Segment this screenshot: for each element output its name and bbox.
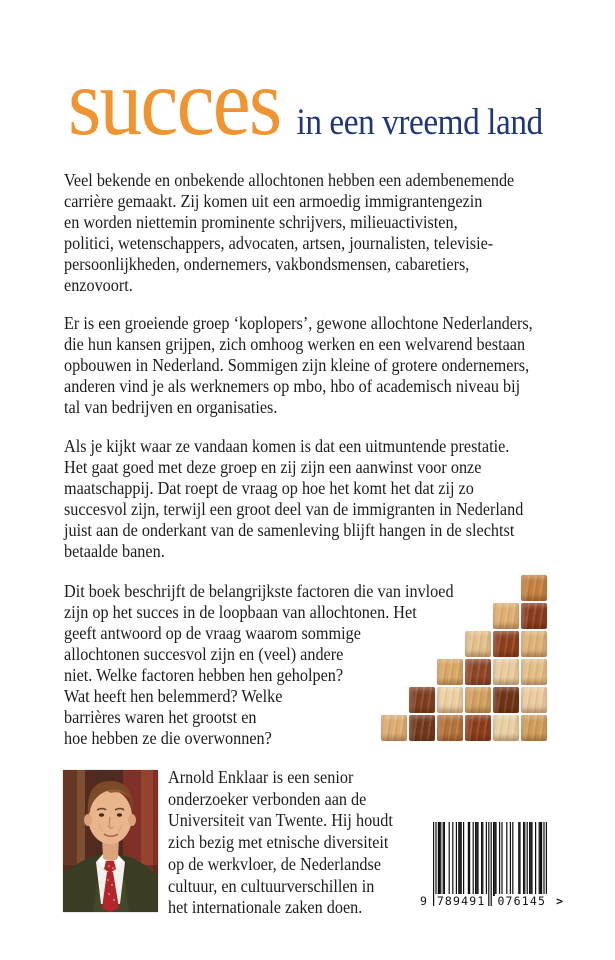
barcode-group-1: 789491 [436,894,486,908]
wood-cube [493,659,519,685]
text-line: cultuur, en cultuurverschillen in [168,875,375,896]
text-line: tal van bedrijven en organisaties. [64,397,278,417]
paragraph-1 [64,170,514,296]
text-line: allochtonen succesvol zijn en (veel) andere [64,644,344,664]
wood-cube [521,631,547,657]
wood-cube [493,603,519,629]
barcode-digits [420,894,563,908]
wood-cube [521,603,547,629]
block-column-5 [492,574,520,742]
text-line: niet. Welke factoren hebben hen geholpen? [64,665,344,685]
wood-cube [465,687,491,713]
text-line: barrières waren het grootst en [64,707,257,727]
text-line: die hun kansen grijpen, zich omhoog werken en een welvarend bestaan [64,334,526,354]
text-line: persoonlijkheden, ondernemers, vakbondsmensen, cabaretiers, [64,254,470,274]
wood-cube [465,659,491,685]
text-line: enzovoort. [64,275,133,295]
text-line: zich bezig met etnische diversiteit [168,832,389,853]
wood-cube [465,715,491,741]
block-column-6 [520,574,548,742]
wood-cube [465,631,491,657]
isbn-barcode [420,822,563,918]
block-column-2 [408,574,436,742]
text-line: zijn op het succes in de loopbaan van allochtonen. Het [64,602,417,622]
wood-cube [437,715,463,741]
wood-cube [521,687,547,713]
barcode-lead-digit: 9 [420,894,427,908]
text-line: het internationale zaken doen. [168,897,363,918]
text-line: hoe hebben ze die overwonnen? [64,728,272,748]
text-line: Het gaat goed met deze groep en zij zijn een aanwinst voor onze [64,457,482,477]
text-line: Arnold Enklaar is een senior [168,767,354,787]
author-bio [168,767,393,919]
wood-cube [521,659,547,685]
text-line: politici, wetenschappers, advocaten, artsen, journalisten, televisie- [64,233,494,253]
wood-cube [381,715,407,741]
block-column-4 [464,574,492,742]
text-line: Dit boek beschrijft de belangrijkste factoren die van invloed [64,581,454,601]
wood-cube [493,687,519,713]
barcode-group-2: 076145 [497,894,547,908]
wood-cube [437,687,463,713]
paragraph-2 [64,313,533,418]
text-line: onderzoeker verbonden aan de [168,788,367,809]
wood-cube [521,715,547,741]
text-line: op de werkvloer, de Nederlandse [168,853,382,874]
text-line: anderen vind je als werknemers op mbo, hbo of academisch niveau bij [64,376,521,396]
author-portrait-graphic [63,770,158,912]
wood-cube [521,575,547,601]
text-line: maatschappij. Dat roept de vraag op hoe het komt het dat zij zo [64,478,474,498]
book-title [68,49,543,155]
wooden-blocks-staircase-image [380,574,548,742]
wood-cube [437,659,463,685]
wood-cube [493,631,519,657]
text-line: Veel bekende en onbekende allochtonen hebben een adembenemende [64,170,515,190]
text-line: Als je kijkt waar ze vandaan komen is dat een uitmuntende prestatie. [64,436,510,456]
text-line: Er is een groeiende groep ‘koplopers’, gewone allochtone Nederlanders, [64,313,533,333]
block-column-3 [436,574,464,742]
text-line: juist aan de onderkant van de samenleving blijft hangen in de slechtst [64,520,515,540]
text-line: Universiteit van Twente. Hij houdt [168,810,393,831]
block-column-1 [380,574,408,742]
barcode-quiet-zone-arrow: > [556,894,563,908]
text-line: Wat heeft hen belemmerd? Welke [64,686,283,706]
text-line: betaalde banen. [64,541,165,561]
wood-cube [493,715,519,741]
text-line: carrière gemaakt. Zij komen uit een armoedig immigrantengezin [64,191,483,211]
title-main: succes [68,49,281,155]
text-line: en worden niettemin prominente schrijvers, milieuactivisten, [64,212,458,232]
text-line: geeft antwoord op de vraag waarom sommige [64,623,361,643]
paragraph-3 [64,436,523,562]
author-photo [63,770,158,912]
text-line: succesvol zijn, terwijl een groot deel van de immigranten in Nederland [64,499,524,519]
wood-cube [409,687,435,713]
title-subtitle: in een vreemd land [296,102,543,143]
wood-cube [409,715,435,741]
text-line: opbouwen in Nederland. Sommigen zijn kleine of grotere ondernemers, [64,355,530,375]
